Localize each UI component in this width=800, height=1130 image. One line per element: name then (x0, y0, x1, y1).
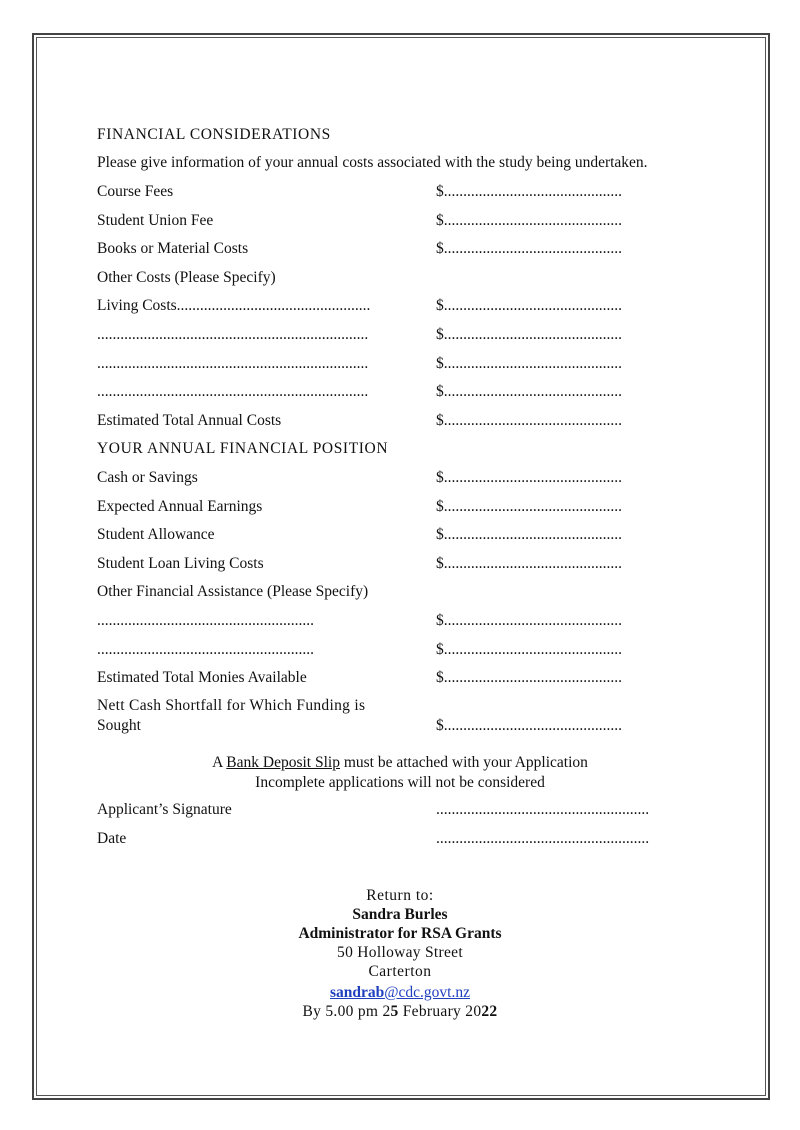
return-street: 50 Holloway Street (337, 944, 463, 961)
amount-field[interactable]: $.............................................. (436, 354, 622, 372)
costs-row (97, 295, 697, 317)
amount-field[interactable]: $.............................................. (436, 669, 622, 687)
row-label: ...................................................................... (97, 354, 369, 372)
date-row: Date ....................................................... (97, 828, 697, 850)
amount-field[interactable]: $.............................................. (436, 383, 622, 401)
row-label: Estimated Total Annual Costs (97, 411, 282, 429)
bank-deposit-slip-text: Bank Deposit Slip (226, 754, 340, 771)
row-label: Estimated Total Monies Available (97, 669, 307, 687)
row-label: Cash or Savings (97, 469, 198, 486)
row-label: Student Allowance (97, 526, 215, 544)
costs-row (97, 210, 697, 232)
return-role: Administrator for RSA Grants (298, 925, 502, 942)
position-row (97, 610, 697, 632)
email-link[interactable]: sandrab@cdc.govt.nz (329, 984, 470, 1001)
signature-field[interactable]: ....................................................... (436, 801, 650, 818)
amount-field[interactable]: $.............................................. (436, 526, 622, 544)
amount-field[interactable]: $.............................................. (436, 469, 622, 486)
amount-field[interactable]: $.............................................. (436, 211, 622, 229)
position-row (97, 496, 697, 518)
position-row (97, 467, 697, 489)
deadline: By 5.00 pm 25 February 2022 (302, 1003, 498, 1020)
incomplete-notice: Incomplete applications will not be considered (255, 774, 545, 791)
amount-field[interactable]: $.............................................. (436, 497, 622, 515)
signature-row: Applicant’s Signature ....................................................... (97, 799, 697, 821)
row-label: Other Financial Assistance (Please Specify) (97, 583, 369, 601)
section-heading-costs: FINANCIAL CONSIDERATIONS (97, 126, 331, 143)
row-label: ...................................................................... (97, 326, 369, 343)
costs-row (97, 410, 697, 432)
shortfall-row: Nett Cash Shortfall for Which Funding is Sought $.............................................. (97, 695, 697, 739)
costs-row (97, 324, 697, 346)
row-label: Expected Annual Earnings (97, 497, 263, 515)
amount-field[interactable]: $.............................................. (436, 411, 622, 429)
row-label: ...................................................................... (97, 383, 369, 401)
row-label: Books or Material Costs (97, 240, 249, 258)
shortfall-amount-field[interactable]: $.............................................. (436, 717, 622, 734)
costs-row (97, 267, 697, 289)
costs-row (97, 181, 697, 203)
section-heading-position: YOUR ANNUAL FINANCIAL POSITION (97, 440, 389, 457)
costs-row (97, 238, 697, 260)
row-label: Student Union Fee (97, 211, 214, 229)
return-name: Sandra Burles (352, 906, 448, 923)
costs-row (97, 353, 697, 375)
amount-field[interactable]: $.............................................. (436, 554, 622, 572)
row-label: ........................................................ (97, 640, 314, 658)
amount-field[interactable]: $.............................................. (436, 612, 622, 629)
amount-field[interactable]: $.............................................. (436, 183, 622, 200)
return-town: Carterton (368, 963, 432, 980)
amount-field[interactable]: $.............................................. (436, 297, 622, 315)
position-row (97, 524, 697, 546)
position-row (97, 639, 697, 661)
date-field[interactable]: ....................................................... (436, 830, 650, 847)
intro-text: Please give information of your annual costs associated with the study being undertaken. (97, 154, 648, 171)
row-label: Course Fees (97, 183, 174, 200)
costs-row (97, 381, 697, 403)
row-label: Other Costs (Please Specify) (97, 268, 276, 286)
row-label: Living Costs.................................................. (97, 297, 371, 315)
position-row (97, 581, 697, 603)
amount-field[interactable]: $.............................................. (436, 326, 622, 343)
row-label: ........................................................ (97, 612, 314, 629)
position-row (97, 667, 697, 689)
row-label: Student Loan Living Costs (97, 554, 264, 572)
bank-slip-notice: A Bank Deposit Slip must be attached with your Application (212, 754, 588, 771)
position-row (97, 553, 697, 575)
return-to-label: Return to: (366, 887, 434, 904)
return-email (0, 983, 800, 1003)
amount-field[interactable]: $.............................................. (436, 640, 622, 658)
amount-field[interactable]: $.............................................. (436, 240, 622, 258)
